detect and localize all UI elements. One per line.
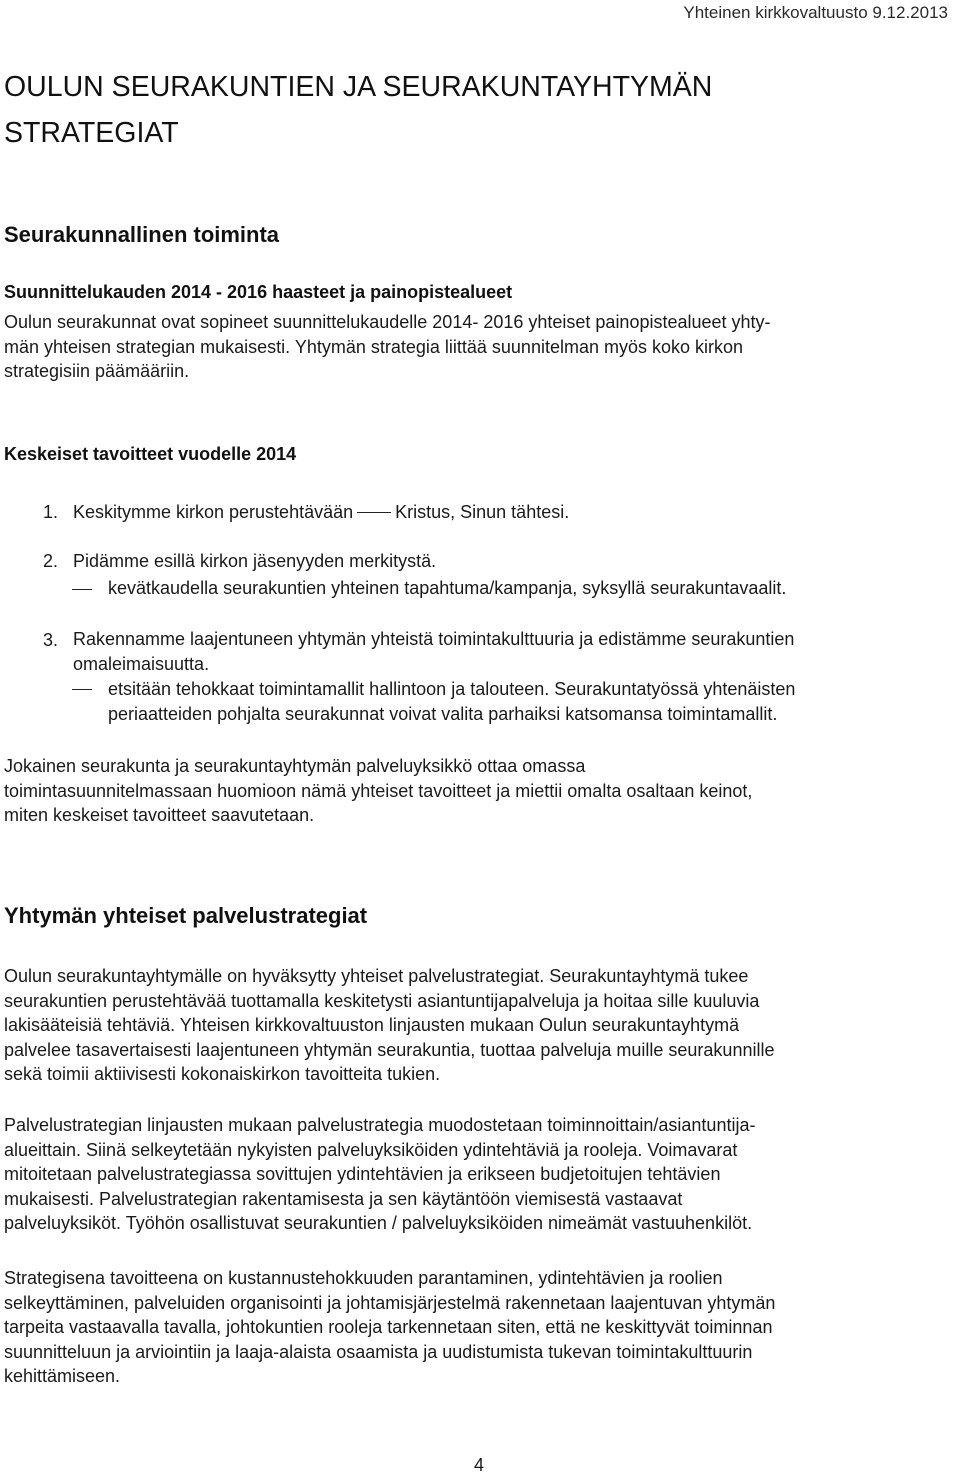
paragraph-line: alueittain. Siinä selkeytetään nykyisten palveluyksiköiden ydintehtäviä ja rooleja. Voimavarat — [4, 1139, 738, 1160]
paragraph-line: sekä toimii aktiivisesti kokonaiskirkon tavoitteita tukien. — [4, 1064, 441, 1084]
goal-1-text-after: Kristus, Sinun tähtesi. — [395, 502, 570, 522]
goal-2-sub: kevätkaudella seurakuntien yhteinen tapahtuma/kampanja, syksyllä seurakuntavaalit. — [108, 578, 787, 598]
goal-3-text — [73, 627, 794, 676]
paragraph-line: Strategisena tavoitteena on kustannustehokkuuden parantaminen, ydintehtävien ja roolien — [4, 1268, 723, 1288]
paragraph-line: seurakuntien perustehtävää tuottamalla keskitetysti asiantuntijapalveluja ja hoitaa sille kuuluvia — [4, 990, 760, 1011]
paragraph-line: palvelee tasavertaisesti laajentuneen yhtymän seurakuntia, tuottaa palveluja muille seurakunnille — [4, 1039, 775, 1060]
paragraph-line: Oulun seurakunnat ovat sopineet suunnittelukaudelle 2014- 2016 yhteiset painopistealueet yhty- — [4, 312, 771, 332]
goal-2-text: Pidämme esillä kirkon jäsenyyden merkitystä. — [73, 551, 437, 571]
document-title — [4, 64, 712, 156]
paragraph-line: Oulun seurakuntayhtymälle on hyväksytty yhteiset palvelustrategiat. Seurakuntayhtymä tukee — [4, 966, 749, 986]
goal-3-sub — [108, 677, 795, 726]
bullet-dash — [72, 689, 92, 690]
paragraph-line: mitoitetaan palvelustrategiassa sovittujen ydintehtävien ja erikseen budjetoitujen tehtävien — [4, 1164, 721, 1184]
goal-3-number: 3. — [43, 630, 59, 650]
paragraph-line: palveluyksiköt. Työhön osallistuvat seurakuntien / palveluyksiköiden nimeämät vastuuhenkilöt. — [4, 1213, 753, 1233]
paragraph-line: strategisiin päämääriin. — [4, 361, 190, 381]
intro-paragraph — [4, 310, 771, 384]
goal-3-line: Rakennamme laajentuneen yhtymän yhteistä toimintakulttuuria ja edistämme seurakuntien — [73, 629, 795, 649]
page-number: 4 — [474, 1455, 485, 1475]
paragraph-line: kehittämiseen. — [4, 1366, 121, 1386]
section-heading-seurakunnallinen: Seurakunnallinen toiminta — [4, 222, 280, 247]
em-dash — [357, 512, 391, 513]
paragraph-line: tarpeita vastaavalla tavalla, johtokuntien rooleja tarkennetaan siten, että ne keskittyvät toiminnan — [4, 1317, 773, 1337]
title-line-1: OULUN SEURAKUNTIEN JA SEURAKUNTAYHTYMÄN — [4, 71, 713, 103]
document-header: Yhteinen kirkkovaltuusto 9.12.2013 — [683, 3, 948, 22]
paragraph-line: Jokainen seurakunta ja seurakuntayhtymän palveluyksikkö ottaa omassa — [4, 756, 586, 776]
paragraph-line: mukaisesti. Palvelustrategian rakentamisesta ja sen käytäntöön viemisestä vastaavat — [4, 1188, 683, 1209]
goal-3-sub-line: periaatteiden pohjalta seurakunnat voivat valita parhaiksi katsomansa toimintamallit. — [108, 703, 778, 724]
goals-heading: Keskeiset tavoitteet vuodelle 2014 — [4, 444, 297, 464]
palvelustrategia-paragraph-2 — [4, 1113, 755, 1236]
paragraph-line: suunnitteluun ja arviointiin ja laaja-alaista osaamista ja uudistumista tukevan toimintakulttuurin — [4, 1341, 753, 1362]
paragraph-line: toimintasuunnitelmassaan huomioon nämä yhteiset tavoitteet ja miettii omalta osaltaan keinot, — [4, 780, 753, 801]
title-line-2: STRATEGIAT — [4, 117, 179, 149]
goal-3-sub-line: etsitään tehokkaat toimintamallit hallintoon ja talouteen. Seurakuntatyössä yhtenäisten — [108, 679, 796, 699]
section-heading-palvelustrategiat: Yhtymän yhteiset palvelustrategiat — [4, 903, 368, 928]
paragraph-line: Palvelustrategian linjausten mukaan palvelustrategia muodostetaan toiminnoittain/asiantuntija- — [4, 1115, 756, 1135]
paragraph-line: män yhteisen strategian mukaisesti. Yhtymän strategia liittää suunnitelman myös koko kirkon — [4, 336, 744, 357]
palvelustrategia-paragraph-1 — [4, 964, 774, 1087]
goal-3-line: omaleimaisuutta. — [73, 653, 210, 674]
paragraph-line: miten keskeiset tavoitteet saavutetaan. — [4, 805, 315, 825]
closing-paragraph — [4, 754, 752, 828]
subheading-suunnittelukausi: Suunnittelukauden 2014 - 2016 haasteet ja painopistealueet — [4, 282, 513, 302]
palvelustrategia-paragraph-3 — [4, 1266, 775, 1389]
paragraph-line: selkeyttäminen, palveluiden organisointi ja johtamisjärjestelmä rakennetaan laajentuvan yhtymän — [4, 1292, 776, 1313]
goal-1-number: 1. — [43, 502, 59, 522]
goal-2-number: 2. — [43, 551, 59, 571]
paragraph-line: lakisääteisiä tehtäviä. Yhteisen kirkkovaltuuston linjausten mukaan Oulun seurakuntayhtymä — [4, 1015, 740, 1035]
bullet-dash — [72, 589, 92, 590]
goal-1-text-before: Keskitymme kirkon perustehtävään — [73, 502, 354, 522]
goal-1-text — [73, 500, 569, 525]
